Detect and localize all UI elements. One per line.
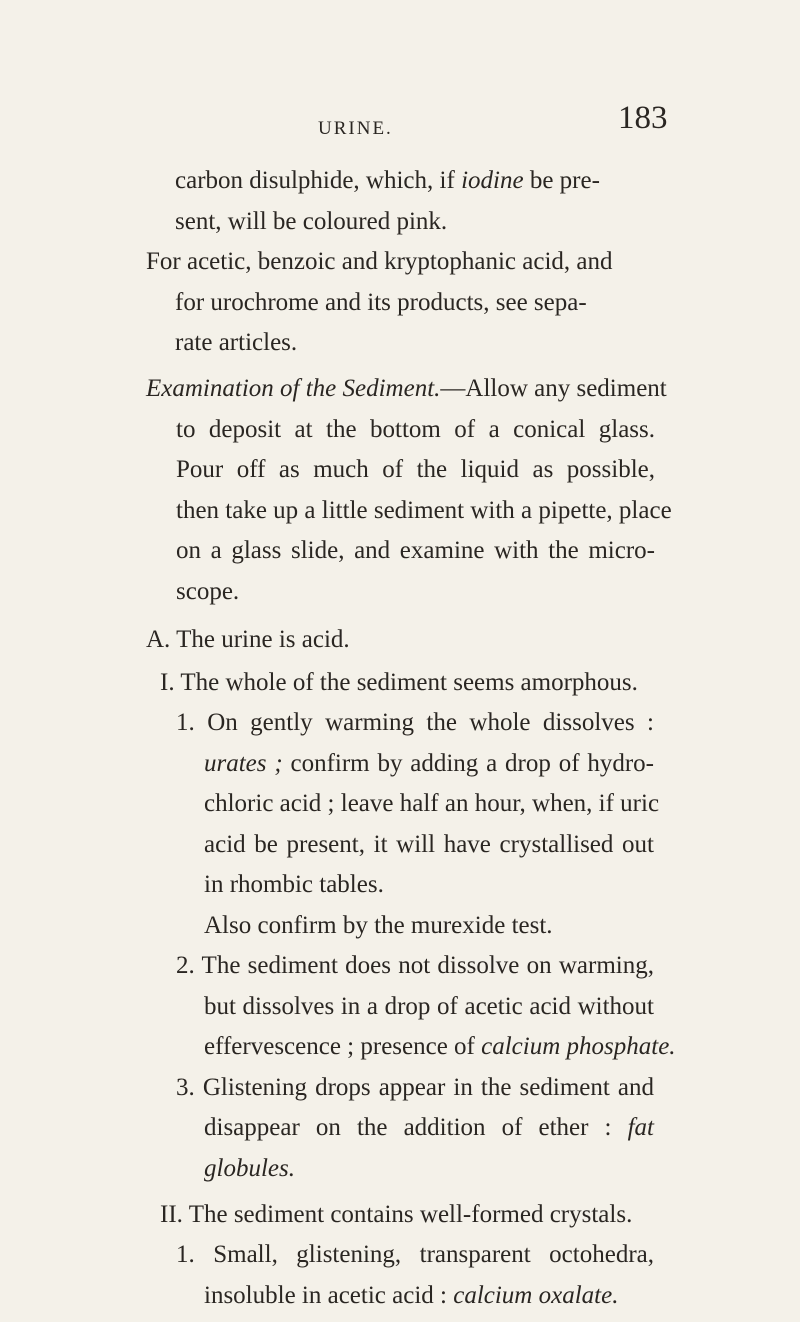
text-line-6: Examination of the Sediment.—Allow any sediment (146, 375, 667, 403)
text-line-14: 1. On gently warming the whole dissolves : (176, 709, 654, 737)
text-line-1: carbon disulphide, which, if iodine be pre- (175, 167, 600, 194)
text-line-10: on a glass slide, and examine with the micro- (176, 537, 655, 565)
text-line-23: 3. Glistening drops appear in the sediment and (176, 1073, 654, 1101)
text-line-3: For acetic, benzoic and kryptophanic acid, and (146, 248, 613, 276)
text-line-9: then take up a little sediment with a pipette, place (176, 496, 672, 524)
text-line-4: for urochrome and its products, see sepa- (175, 288, 587, 316)
text-line-21: but dissolves in a drop of acetic acid without (204, 992, 654, 1020)
text-line-5: rate articles. (175, 329, 298, 357)
text-line-8: Pour off as much of the liquid as possible, (176, 456, 655, 484)
text-line-25: globules. (204, 1154, 295, 1182)
text-line-15: urates ; confirm by adding a drop of hydro- (204, 749, 655, 777)
text-line-13: I. The whole of the sediment seems amorphous. (160, 668, 638, 696)
text-line-24: disappear on the addition of ether : fat (204, 1114, 654, 1142)
text-line-28: insoluble in acetic acid : calcium oxalate. (204, 1282, 619, 1309)
text-line-26: II. The sediment contains well-formed crystals. (160, 1200, 633, 1228)
text-line-12: A. The urine is acid. (146, 626, 350, 654)
page-number: 183 (618, 100, 668, 136)
text-line-27: 1. Small, glistening, transparent octohedra, (176, 1241, 654, 1269)
text-line-11: scope. (176, 577, 240, 605)
text-line-22: effervescence ; presence of calcium phosphate. (204, 1033, 676, 1061)
running-head: URINE. (318, 118, 393, 139)
text-line-18: in rhombic tables. (204, 871, 384, 899)
text-line-7: to deposit at the bottom of a conical glass. (176, 415, 655, 443)
text-line-2: sent, will be coloured pink. (175, 207, 448, 235)
text-line-16: chloric acid ; leave half an hour, when, if uric (204, 790, 660, 818)
text-line-17: acid be present, it will have crystallised out (204, 830, 654, 858)
text-line-20: 2. The sediment does not dissolve on warming, (176, 952, 654, 980)
text-line-19: Also confirm by the murexide test. (204, 911, 553, 939)
